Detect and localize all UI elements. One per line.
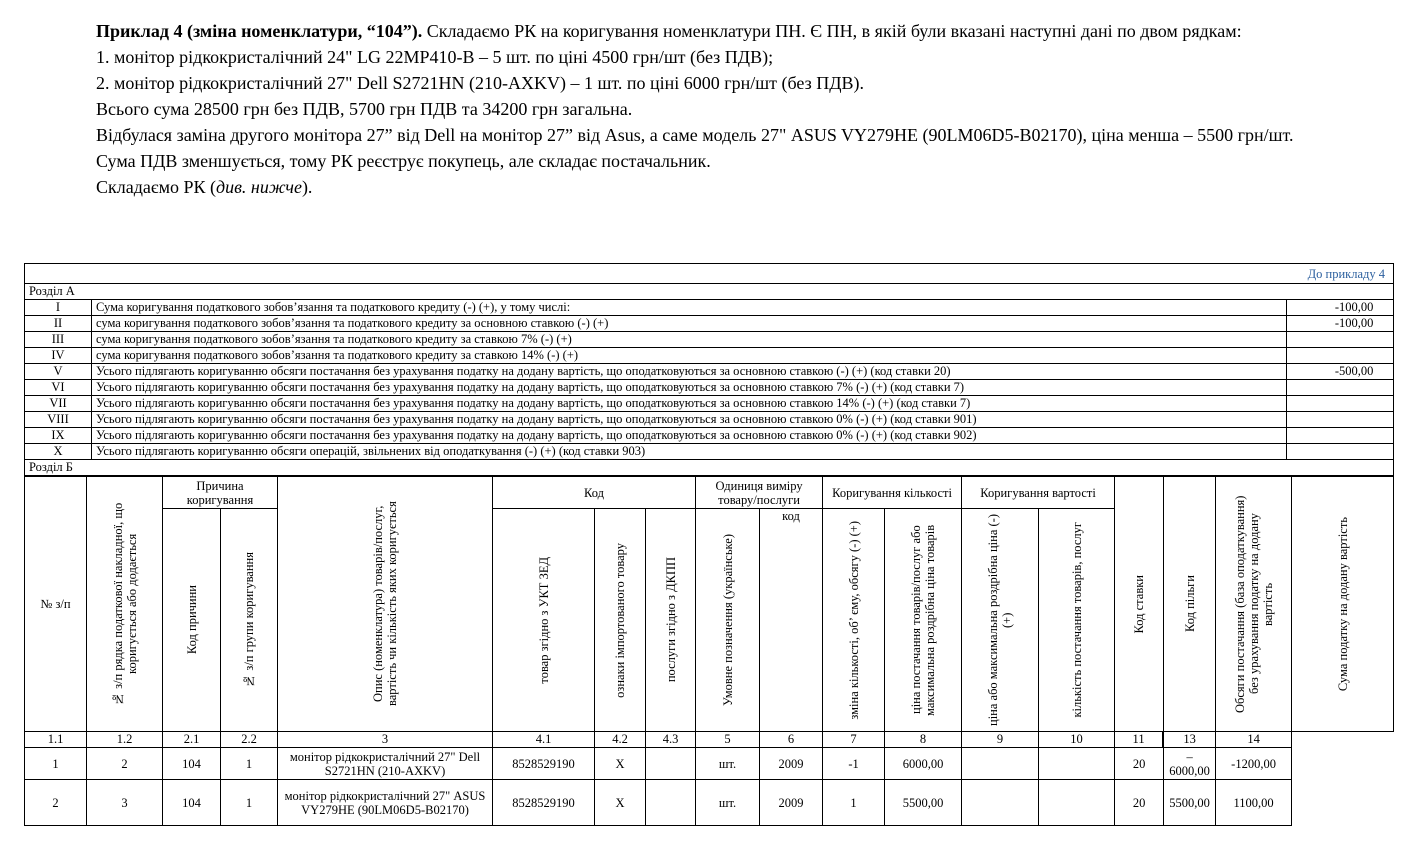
col-import-sign: ознаки імпортованого товару — [595, 509, 646, 732]
section-a-rows — [25, 300, 1394, 460]
section-a-row-value: -100,00 — [1286, 300, 1393, 316]
cell-6: 8528529190 — [493, 748, 595, 780]
section-a-row-text: Усього підлягають коригуванню обсяги постачання без урахування податку на додану вартість, що оподатковуються за основною ставкою 14% (-) (+) (код ставки 7) — [91, 396, 1286, 412]
column-number: 8 — [885, 732, 962, 748]
group-cost: Коригування вартості — [962, 477, 1115, 509]
correction-form — [24, 263, 1394, 826]
col-unit-name: Умовне позначення (українське) — [696, 509, 760, 732]
cell-9: шт. — [696, 748, 760, 780]
column-number: 2.1 — [163, 732, 221, 748]
col-description: Опис (номенклатура) товарів/послуг, вартість чи кількість яких коригується — [278, 477, 493, 732]
column-number: 10 — [1039, 732, 1115, 748]
cell-11: 1 — [823, 780, 885, 826]
col-reason-code: Код причини — [163, 509, 221, 732]
example-title: Приклад 4 (зміна номенклатури, “104”). — [96, 21, 423, 41]
section-a-row — [25, 300, 1394, 316]
section-a-row — [25, 380, 1394, 396]
section-a-row-text: Усього підлягають коригуванню обсяги операцій, звільнених від оподаткування (-) (+) (код ставки 903) — [91, 444, 1286, 460]
cell-13 — [962, 780, 1039, 826]
group-code: Код — [493, 477, 696, 509]
section-a-row — [25, 444, 1394, 460]
section-a-row-number: V — [25, 364, 92, 380]
cell-11: -1 — [823, 748, 885, 780]
cell-9: шт. — [696, 780, 760, 826]
col-price-change: ціна або максимальна роздрібна ціна (-) (+) — [962, 509, 1039, 732]
section-a-row-number: VI — [25, 380, 92, 396]
cell-2: 2 — [87, 748, 163, 780]
col-vat-amount: Сума податку на додану вартість — [1292, 477, 1394, 732]
section-a-row-value — [1286, 396, 1393, 412]
section-a-row-text: сума коригування податкового зобов’язання та податкового кредиту за ставкою 14% (-) (+) — [91, 348, 1286, 364]
section-a-row-text: Усього підлягають коригуванню обсяги постачання без урахування податку на додану вартість, що оподатковуються за основною ставкою 0% (-) (+) (код ставки 902) — [91, 428, 1286, 444]
section-a-row-number: VIII — [25, 412, 92, 428]
cell-5: монітор рідкокристалічний 27" Dell S2721HN (210-AXKV) — [278, 748, 493, 780]
cell-5: монітор рідкокристалічний 27" ASUS VY279HE (90LM06D5-B02170) — [278, 780, 493, 826]
cell-8 — [646, 780, 696, 826]
column-number: 4.1 — [493, 732, 595, 748]
section-a-row-value — [1286, 428, 1393, 444]
col-supply-qty: кількість постачання товарів, послуг — [1039, 509, 1115, 732]
column-number: 2.2 — [221, 732, 278, 748]
section-a-row-number: IV — [25, 348, 92, 364]
cell-17: –6000,00 — [1164, 748, 1216, 780]
cell-7: X — [595, 748, 646, 780]
section-a-row-number: I — [25, 300, 92, 316]
group-unit: Одиниця виміру товару/послуги — [696, 477, 823, 509]
section-a-row-text: сума коригування податкового зобов’язання та податкового кредиту за основною ставкою (-) (+) — [91, 316, 1286, 332]
section-b-rows — [25, 732, 1394, 826]
column-number: 1.2 — [87, 732, 163, 748]
column-number: 4.3 — [646, 732, 696, 748]
group-reason: Причина коригування — [163, 477, 278, 509]
col-rate-code: Код ставки — [1115, 477, 1164, 732]
cell-1: 2 — [25, 780, 87, 826]
cell-13 — [962, 748, 1039, 780]
cell-10: 2009 — [760, 748, 823, 780]
section-a-row-value — [1286, 412, 1393, 428]
item-1: 1. монітор рідкокристалічний 24" LG 22MP410-B – 5 шт. по ціні 4500 грн/шт (без ПДВ); — [96, 47, 774, 67]
cell-rate-code: 20 — [1115, 780, 1164, 826]
group-qty: Коригування кількості — [823, 477, 962, 509]
col-benefit-code: Код пільги — [1164, 477, 1216, 732]
column-number: 13 — [1164, 732, 1216, 748]
section-a-row-text: Усього підлягають коригуванню обсяги постачання без урахування податку на додану вартість, що оподатковуються за основною ставкою 7% (-) (+) (код ставки 7) — [91, 380, 1286, 396]
section-b-row — [25, 780, 1394, 826]
col-unit-code: код — [760, 509, 823, 732]
cell-17: 5500,00 — [1164, 780, 1216, 826]
cell-4: 1 — [221, 780, 278, 826]
cell-4: 1 — [221, 748, 278, 780]
col-dkpp: послуги згідно з ДКПП — [646, 509, 696, 732]
example-link[interactable]: До прикладу 4 — [25, 264, 1394, 284]
section-a-row-value — [1286, 332, 1393, 348]
cell-14 — [1039, 748, 1115, 780]
section-b-title: Розділ Б — [25, 460, 1394, 476]
cell-18: 1100,00 — [1216, 780, 1292, 826]
section-a-row-text: Усього підлягають коригуванню обсяги постачання без урахування податку на додану вартість, що оподатковуються за основною ставкою 0% (-) (+) (код ставки 901) — [91, 412, 1286, 428]
cell-12: 5500,00 — [885, 780, 962, 826]
cell-1: 1 — [25, 748, 87, 780]
item-2: 2. монітор рідкокристалічний 27" Dell S2721HN (210-AXKV) – 1 шт. по ціні 6000 грн/шт (без ПДВ). — [96, 73, 865, 93]
column-number: 6 — [760, 732, 823, 748]
cell-10: 2009 — [760, 780, 823, 826]
section-a-row — [25, 332, 1394, 348]
section-a-row — [25, 348, 1394, 364]
cell-3: 104 — [163, 748, 221, 780]
cell-3: 104 — [163, 780, 221, 826]
cell-8 — [646, 748, 696, 780]
form-table — [24, 263, 1394, 476]
total-line: Всього сума 28500 грн без ПДВ, 5700 грн ПДВ та 34200 грн загальна. — [96, 99, 633, 119]
section-a-row-number: VII — [25, 396, 92, 412]
col-supply-volume: Обсяги постачання (база оподаткування) без урахування податку на додану вартість — [1216, 477, 1292, 732]
cell-rate-code: 20 — [1115, 748, 1164, 780]
section-a-title: Розділ А — [25, 284, 1394, 300]
section-b-row — [25, 748, 1394, 780]
section-a-row-number: X — [25, 444, 92, 460]
section-a-row — [25, 364, 1394, 380]
section-a-row-value — [1286, 380, 1393, 396]
column-number: 11 — [1115, 732, 1164, 748]
section-b-table — [24, 476, 1394, 826]
column-number: 1.1 — [25, 732, 87, 748]
change-line: Відбулася заміна другого монітора 27” від Dell на монітор 27” від Asus, а саме модель 27" ASUS VY279HE (90LM06D5-B02170), ціна менша – 5500 грн/шт. — [96, 125, 1294, 145]
section-a-row — [25, 412, 1394, 428]
section-a-row-value — [1286, 444, 1393, 460]
cell-14 — [1039, 780, 1115, 826]
col-qty-change: зміна кількості, об’ єму, обсягу (-) (+) — [823, 509, 885, 732]
col-row-number: № з/п — [25, 477, 87, 732]
compose-line: Складаємо РК (див. нижче). — [96, 177, 313, 197]
section-a-row — [25, 428, 1394, 444]
col-price: ціна постачання товарів/послуг або максимальна роздрібна ціна товарів — [885, 509, 962, 732]
section-a-row — [25, 396, 1394, 412]
column-number: 9 — [962, 732, 1039, 748]
intro-text — [30, 18, 1390, 200]
col-uktzed: товар згідно з УКТ ЗЕД — [493, 509, 595, 732]
section-a-row-number: II — [25, 316, 92, 332]
column-number: 4.2 — [595, 732, 646, 748]
section-a-row-value: -100,00 — [1286, 316, 1393, 332]
section-a-row-text: Сума коригування податкового зобов’язання та податкового кредиту (-) (+), у тому числі: — [91, 300, 1286, 316]
column-number: 5 — [696, 732, 760, 748]
section-a-row-number: III — [25, 332, 92, 348]
column-numbers-row — [25, 732, 1394, 748]
section-a-row-text: Усього підлягають коригуванню обсяги постачання без урахування податку на додану вартість, що оподатковуються за основною ставкою (-) (+) (код ставки 20) — [91, 364, 1286, 380]
cell-2: 3 — [87, 780, 163, 826]
column-number: 7 — [823, 732, 885, 748]
section-a-row — [25, 316, 1394, 332]
section-a-row-value: -500,00 — [1286, 364, 1393, 380]
col-group-number: № з/п групи коригування — [221, 509, 278, 732]
cell-6: 8528529190 — [493, 780, 595, 826]
column-number: 14 — [1216, 732, 1292, 748]
example-description: Складаємо РК на коригування номенклатури ПН. Є ПН, в якій були вказані наступні дані по двом рядкам: — [422, 21, 1242, 41]
col-invoice-row: № з/п рядка податкової накладної, що коригується або додається — [87, 477, 163, 732]
cell-7: X — [595, 780, 646, 826]
section-a-row-number: IX — [25, 428, 92, 444]
column-number: 3 — [278, 732, 493, 748]
intro-paragraph — [30, 18, 1390, 44]
vat-line: Сума ПДВ зменшується, тому РК реєструє покупець, але складає постачальник. — [96, 151, 711, 171]
cell-12: 6000,00 — [885, 748, 962, 780]
cell-18: -1200,00 — [1216, 748, 1292, 780]
section-a-row-text: сума коригування податкового зобов’язання та податкового кредиту за ставкою 7% (-) (+) — [91, 332, 1286, 348]
section-a-row-value — [1286, 348, 1393, 364]
